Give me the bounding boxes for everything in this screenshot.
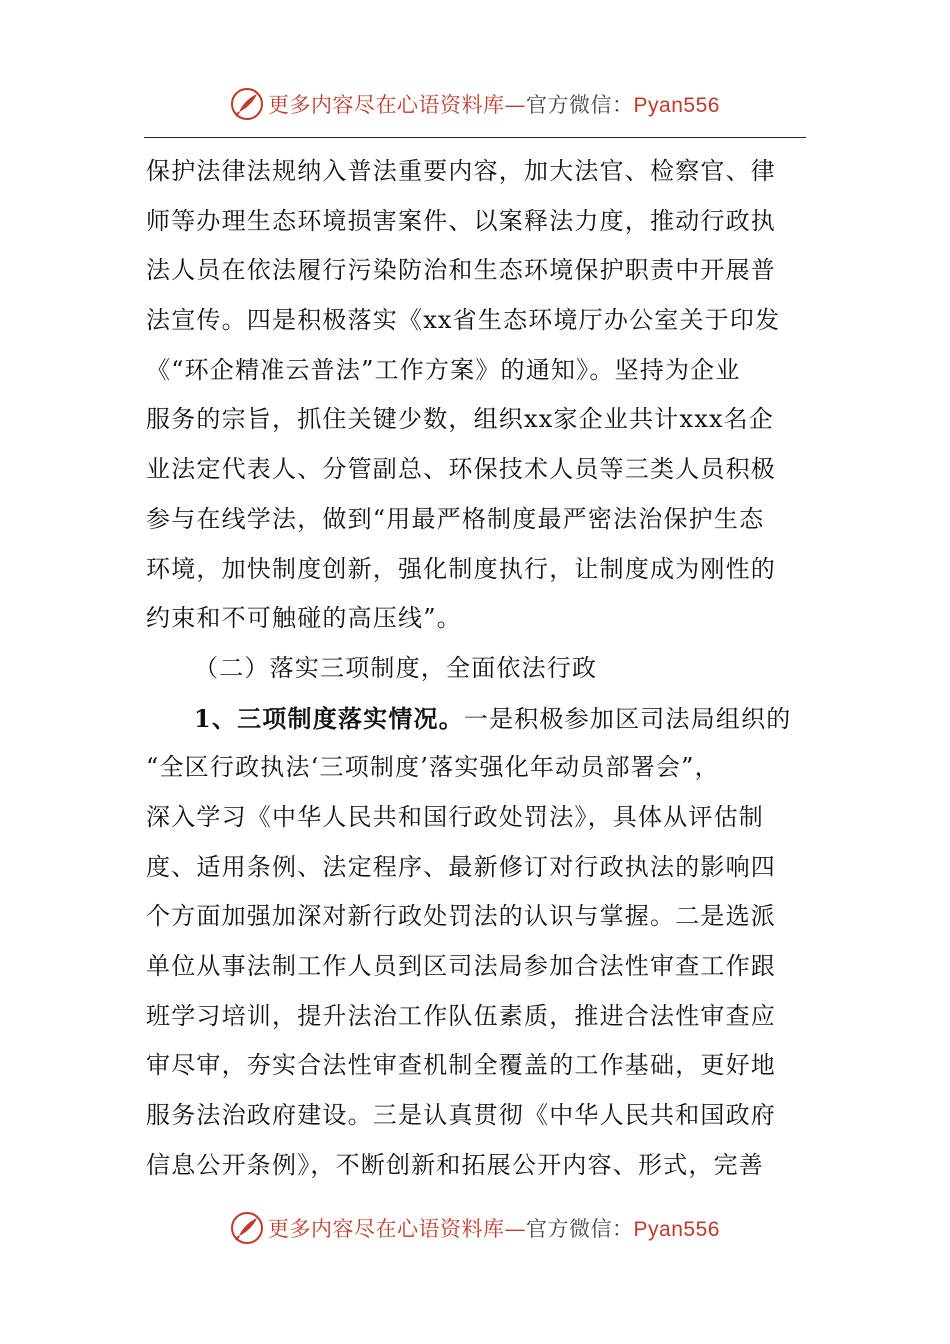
header-wechat-id: Pyan556 [633, 94, 720, 117]
header-brand [268, 89, 720, 119]
footer-dash: — [504, 1217, 527, 1241]
body-line: 服务的宗旨，抓住关键少数，组织xx家企业共计xxx名企 [146, 405, 775, 434]
page-header [0, 84, 950, 124]
page-footer [0, 1208, 950, 1248]
body-line: 深入学习《中华人民共和国行政处罚法》，具体从评估制 [146, 802, 764, 831]
body-line: 服务法治政府建设。三是认真贯彻《中华人民共和国政府 [146, 1101, 776, 1130]
footer-site-name: 更多内容尽在心语资料库 [268, 1217, 505, 1241]
body-line: 度、适用条例、法定程序、最新修订对行政执法的影响四 [146, 852, 776, 881]
item1-first-line [146, 694, 792, 744]
quill-logo-icon [230, 87, 264, 121]
item1-first-text: 一是积极参加区司法局组织的 [463, 704, 792, 733]
body-line: 参与在线学法，做到“用最严格制度最严密法治保护生态 [146, 504, 765, 533]
body-line: 保护法律法规纳入普法重要内容，加大法官、检察官、律 [146, 157, 776, 185]
document-body [146, 147, 792, 1190]
header-rule [144, 137, 806, 138]
header-site-name: 更多内容尽在心语资料库 [268, 93, 505, 117]
body-line: 个方面加强加深对新行政处罚法的认识与掌握。二是选派 [146, 902, 776, 931]
body-line: 师等办理生态环境损害案件、以案释法力度，推动行政执 [146, 206, 776, 235]
body-line: 《“环企精准云普法”工作方案》的通知》。坚持为企业 [146, 355, 741, 384]
body-line: 信息公开条例》，不断创新和拓展公开内容、形式，完善 [146, 1150, 764, 1179]
item1-title: 1、三项制度落实情况。 [194, 703, 464, 733]
body-line: 审尽审，夯实合法性审查机制全覆盖的工作基础，更好地 [146, 1051, 776, 1080]
quill-logo-icon [230, 1211, 264, 1245]
body-line: 环境，加快制度创新，强化制度执行，让制度成为刚性的 [146, 554, 776, 583]
header-wechat-label: 官方微信： [526, 93, 634, 117]
body-line: 业法定代表人、分管副总、环保技术人员等三类人员积极 [146, 455, 776, 484]
body-line: 法宣传。四是积极落实《xx省生态环境厅办公室关于印发 [146, 306, 781, 335]
body-line: 法人员在依法履行污染防治和生态环境保护职责中开展普 [146, 256, 776, 285]
section-subheading: （二）落实三项制度，全面依法行政 [194, 653, 598, 682]
body-line: 班学习培训，提升法治工作队伍素质，推进合法性审查应 [146, 1001, 776, 1030]
header-dash: — [504, 93, 527, 117]
body-line: 约束和不可触碰的高压线”。 [146, 604, 462, 633]
footer-brand [268, 1213, 720, 1243]
footer-wechat-label: 官方微信： [526, 1217, 634, 1241]
body-line: 单位从事法制工作人员到区司法局参加合法性审查工作跟 [146, 952, 776, 980]
footer-wechat-id: Pyan556 [633, 1218, 720, 1241]
body-line: “全区行政执法‘三项制度’落实强化年动员部署会”， [146, 753, 720, 782]
